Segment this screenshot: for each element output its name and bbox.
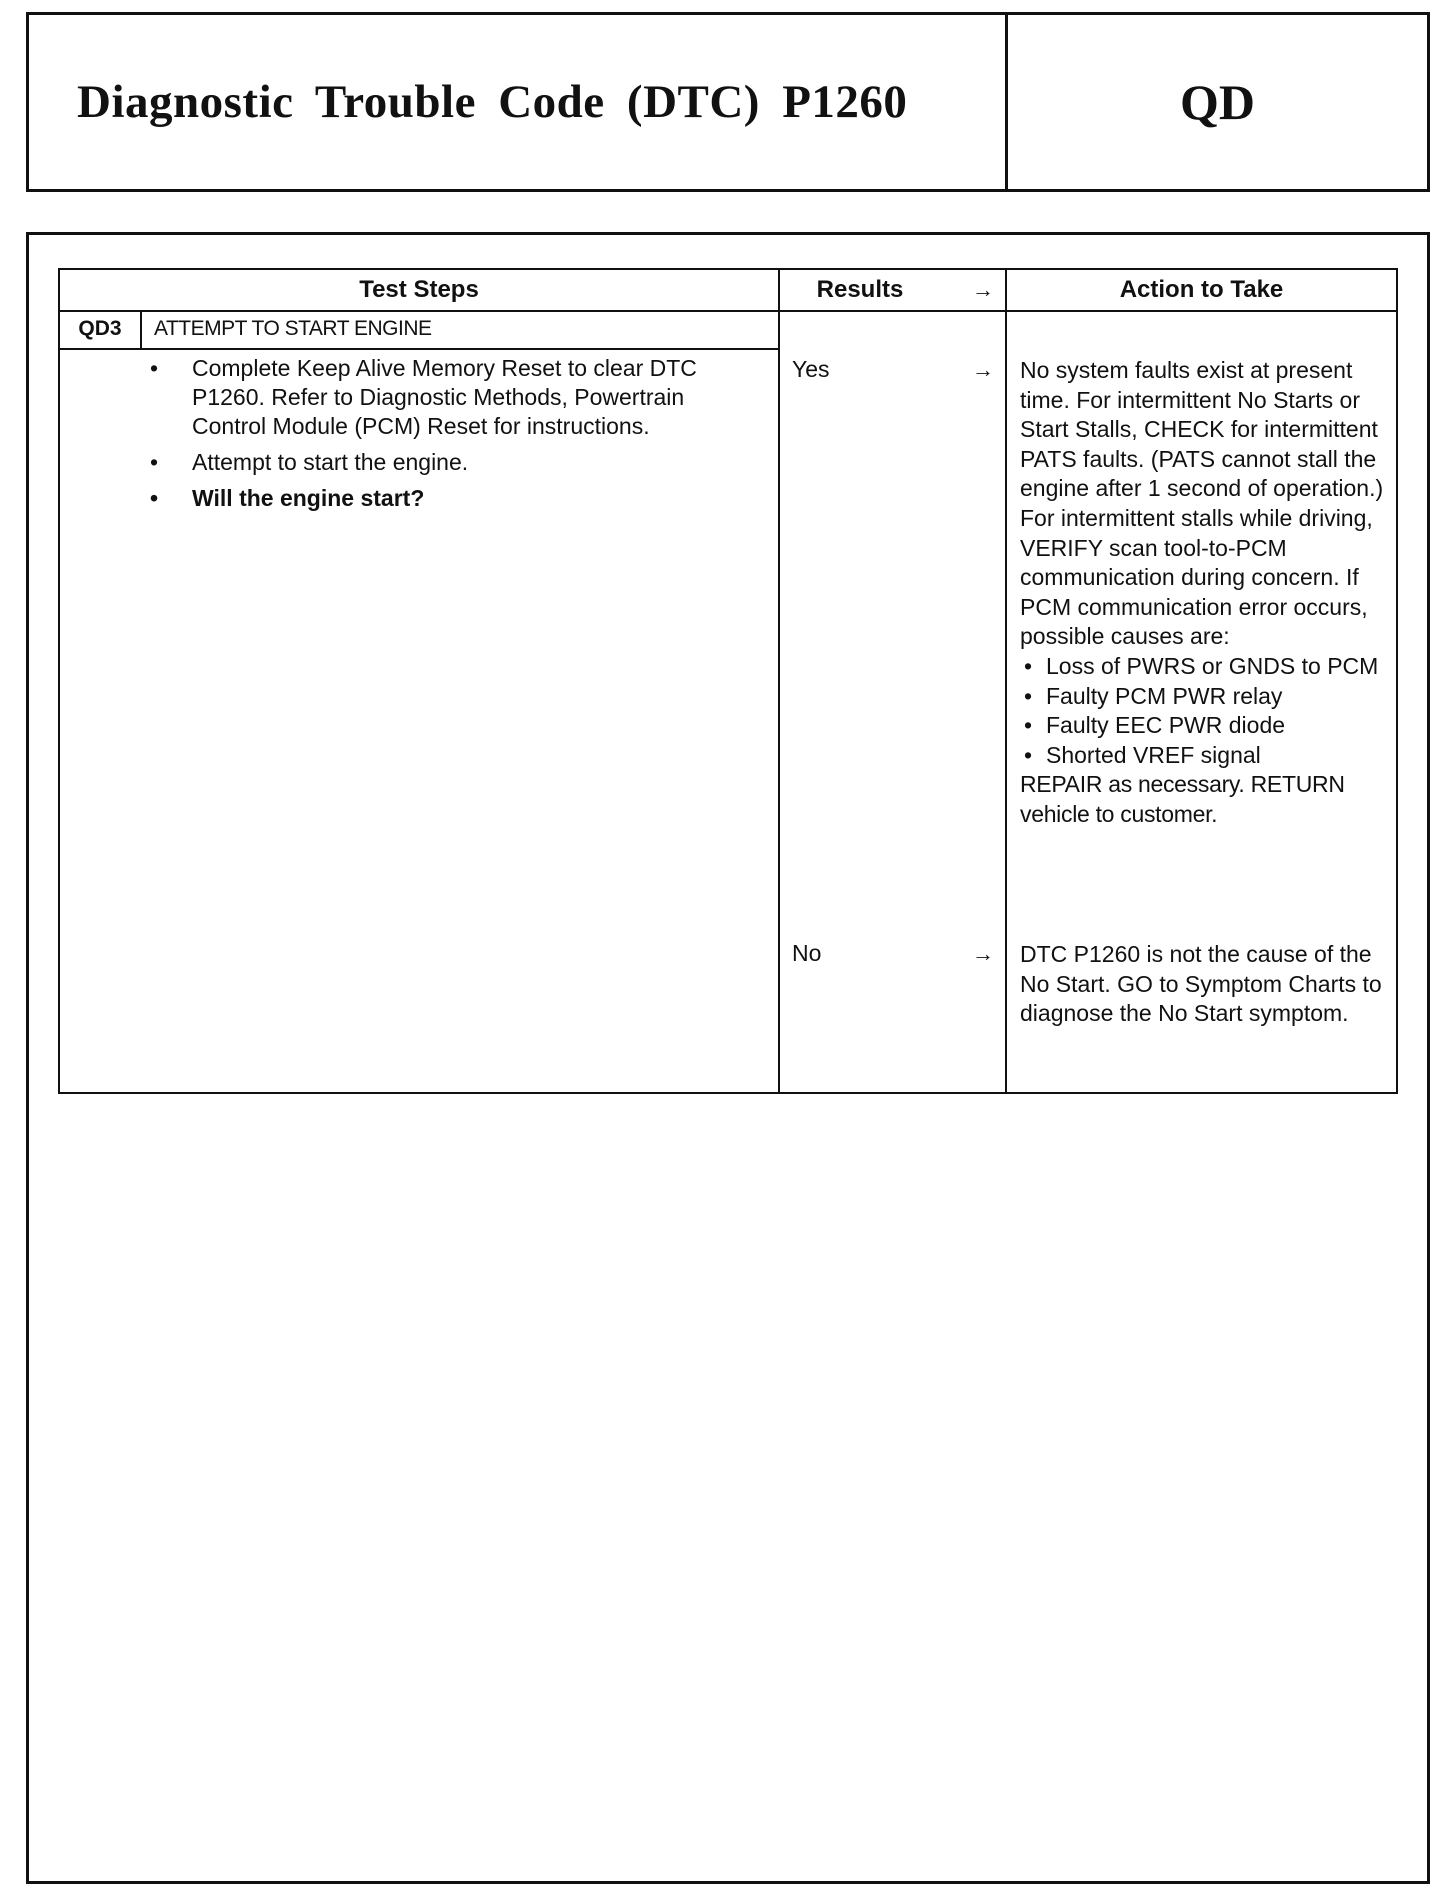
header-action-to-take: Action to Take bbox=[1119, 276, 1284, 303]
column-divider-results bbox=[778, 270, 780, 1092]
header-arrow-icon: → bbox=[972, 277, 994, 302]
header-results: Results bbox=[816, 276, 904, 303]
action-yes-outro: REPAIR as necessary. RETURN vehicle to customer. bbox=[1020, 771, 1345, 827]
step-title: ATTEMPT TO START ENGINE bbox=[154, 317, 432, 340]
list-item: • Attempt to start the engine. bbox=[150, 448, 710, 477]
list-item: • Faulty EEC PWR diode bbox=[1020, 711, 1400, 741]
result-yes: Yes bbox=[792, 356, 830, 382]
header-box bbox=[26, 12, 1430, 192]
list-item: • Loss of PWRS or GNDS to PCM bbox=[1020, 652, 1400, 682]
action-no bbox=[1020, 940, 1400, 1029]
list-item: • Faulty PCM PWR relay bbox=[1020, 682, 1400, 712]
possible-causes-list bbox=[1020, 652, 1400, 770]
list-item: • Will the engine start? bbox=[150, 484, 710, 513]
action-no-text: DTC P1260 is not the cause of the No Start. GO to Symptom Charts to diagnose the No Start symptom. bbox=[1020, 941, 1382, 1027]
arrow-icon: → bbox=[972, 357, 994, 382]
list-item: • Shorted VREF signal bbox=[1020, 741, 1400, 771]
test-step-bullets bbox=[150, 354, 710, 520]
step-id-divider bbox=[140, 310, 142, 348]
section-code: QD bbox=[1180, 74, 1255, 130]
header-test-steps: Test Steps bbox=[359, 276, 479, 303]
step-title-rule bbox=[60, 348, 778, 350]
diagnostic-table bbox=[58, 268, 1398, 1094]
step-id: QD3 bbox=[78, 317, 122, 340]
list-item: • Complete Keep Alive Memory Reset to clear DTC P1260. Refer to Diagnostic Methods, Powertrain Control Module (PCM) Reset for instructions. bbox=[150, 354, 710, 441]
arrow-icon: → bbox=[972, 941, 994, 966]
column-divider-action bbox=[1005, 270, 1007, 1092]
action-yes bbox=[1020, 356, 1400, 830]
document-title: Diagnostic Trouble Code (DTC) P1260 bbox=[77, 76, 908, 128]
result-no: No bbox=[792, 940, 822, 966]
action-yes-intro: No system faults exist at present time. For intermittent No Starts or Start Stalls, CHECK for intermittent PATS faults. (PATS cannot stall the engine after 1 second of operation.) For intermittent stalls while driving, VERIFY scan tool-to-PCM communication during concern. If PCM communication error occurs, possible causes are: bbox=[1020, 357, 1384, 650]
